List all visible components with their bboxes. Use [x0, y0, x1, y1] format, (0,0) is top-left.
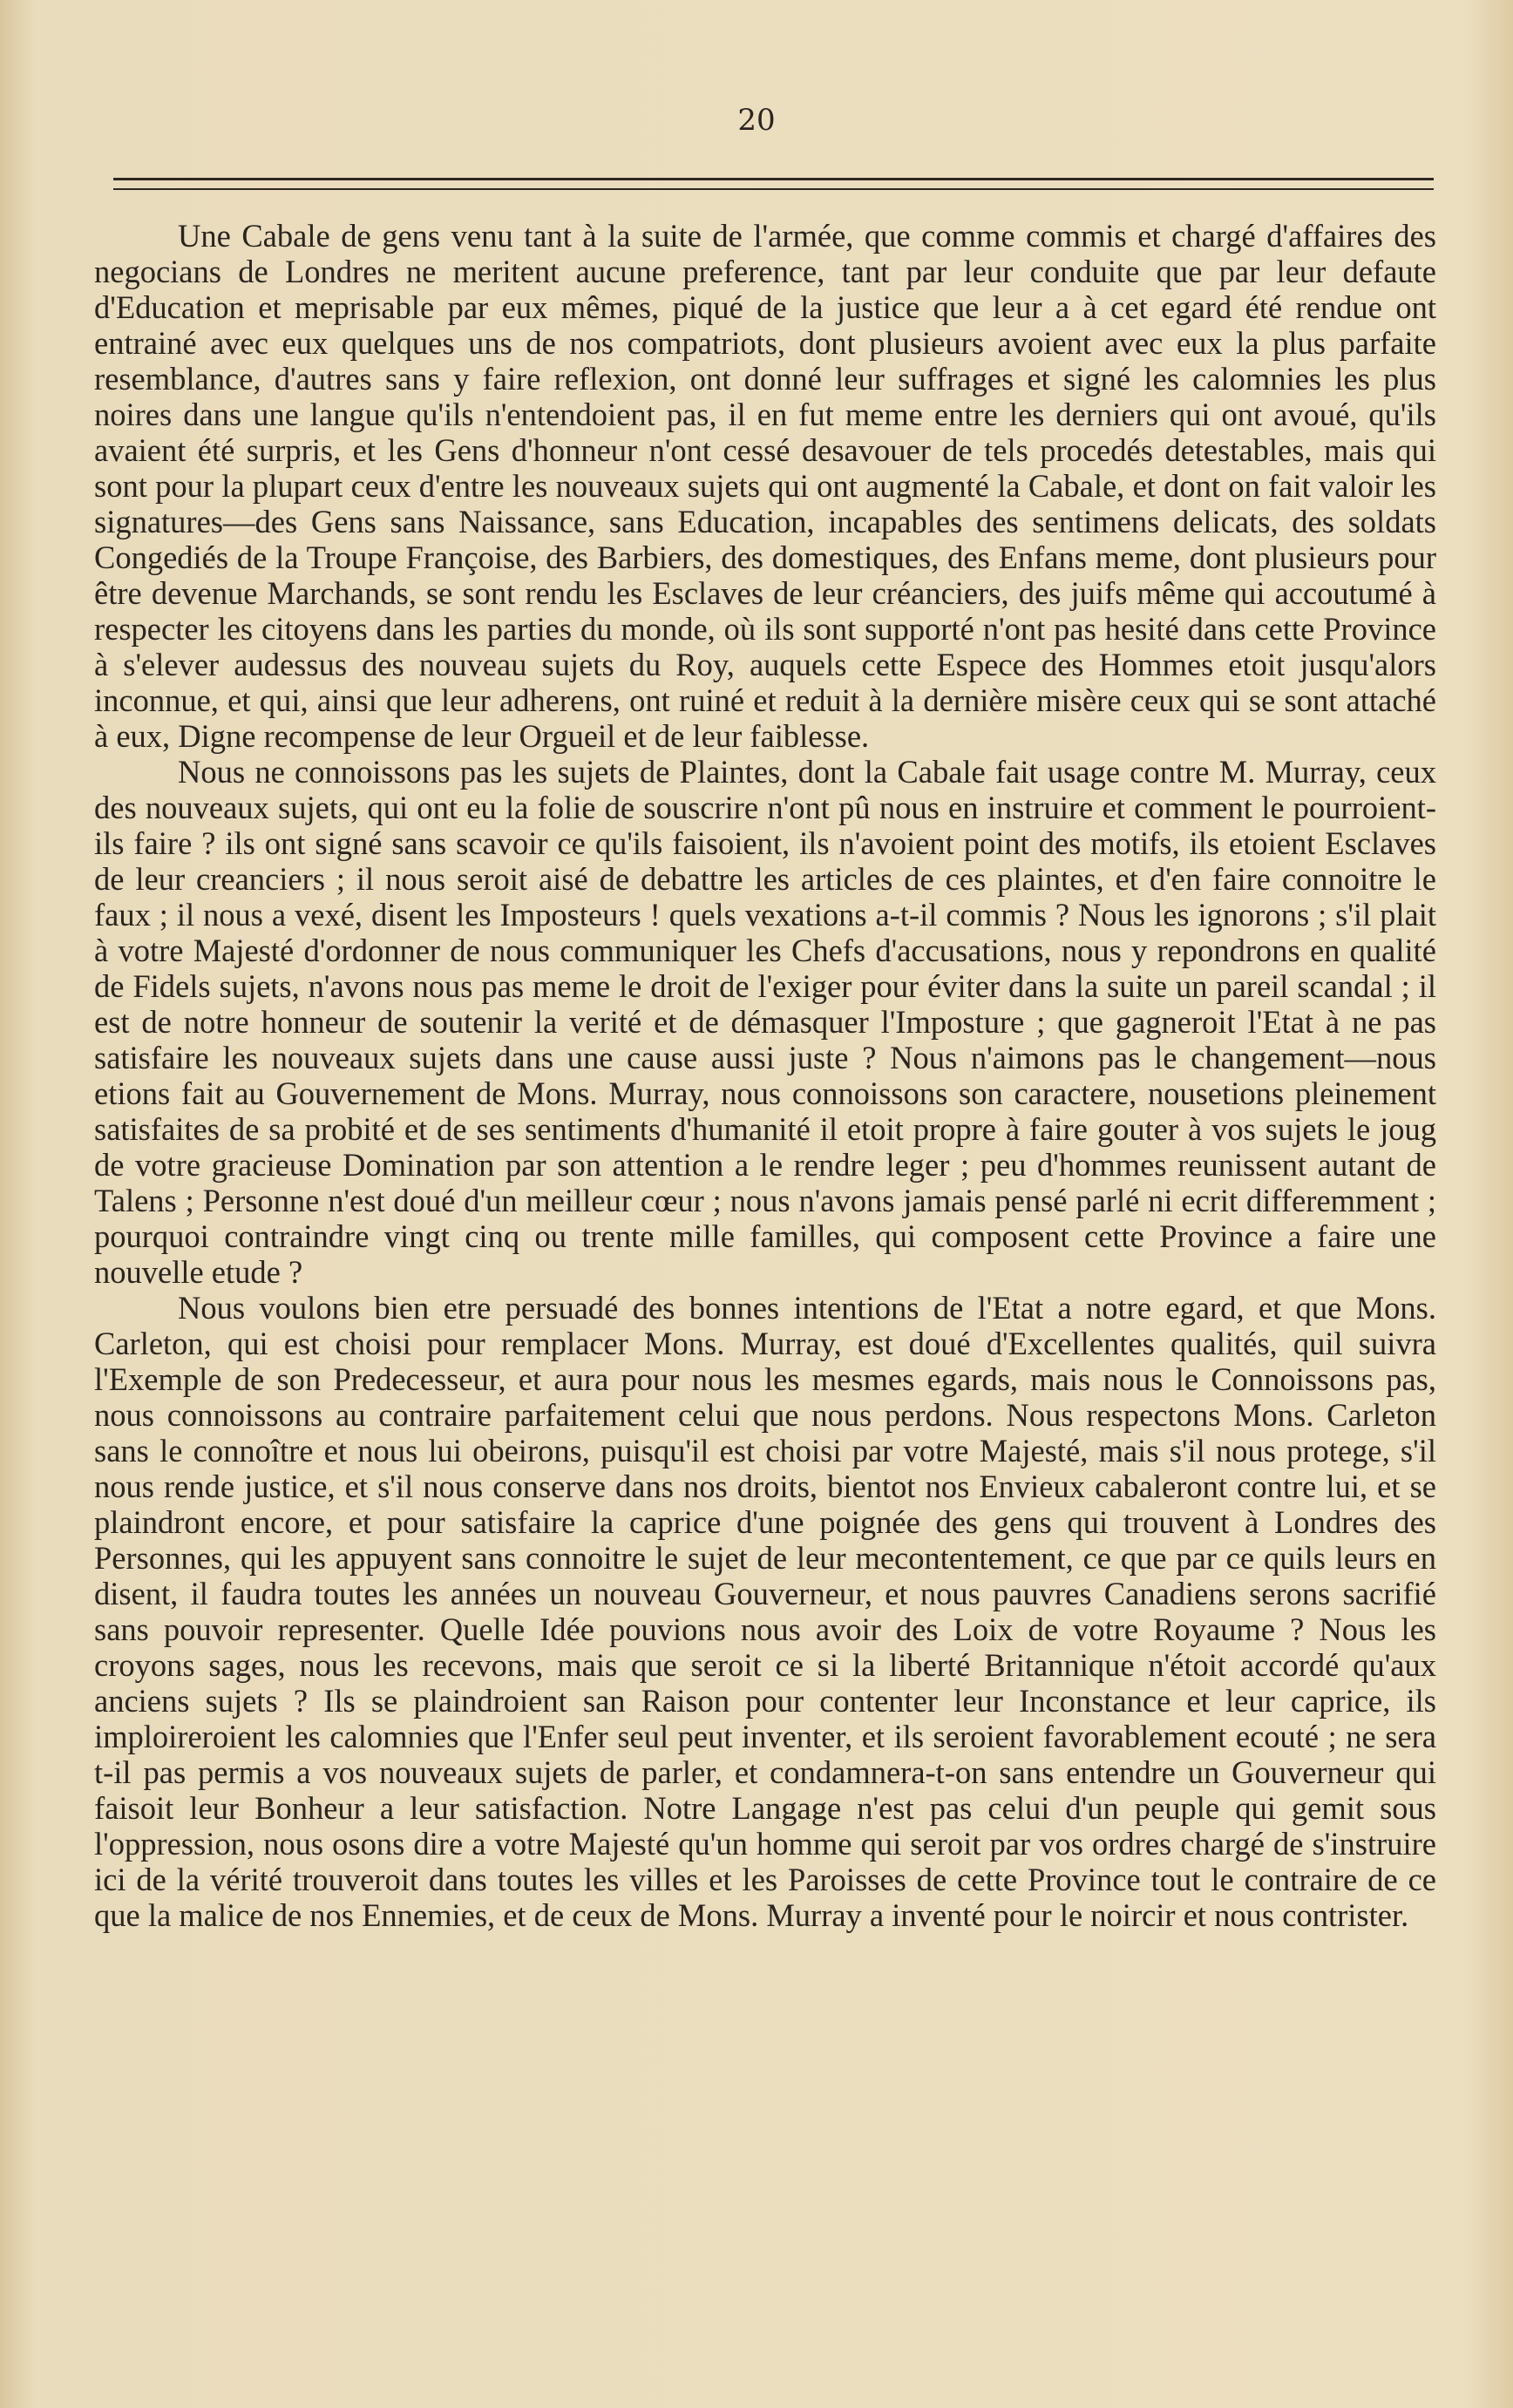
header-rule-thick [113, 178, 1434, 180]
paragraph: Une Cabale de gens venu tant à la suite de l'armée, que comme commis et chargé d'affaires des negocians de Londres ne meritent aucune preference, tant par leur conduite que par leur defaute d'Education et meprisable par eux mêmes, piqué de la justice que leur a à cet egard été rendue ont entrainé avec eux quelques uns de nos compatriots, dont plusieurs avoient avec eux la plus parfaite resemblance, d'autres sans y faire reflexion, ont donné leur suffrages et signé les calomnies les plus noires dans une langue qu'ils n'entendoient pas, il en fut meme entre les derniers qui ont avoué, qu'ils avaient été surpris, et les Gens d'honneur n'ont cessé desavouer de tels procedés detestables, mais qui sont pour la plupart ceux d'entre les nouveaux sujets qui ont augmenté la Cabale, et dont on fait valoir les signatures—des Gens sans Naissance, sans Education, incapables des sentimens delicats, des soldats Congediés de la Troupe Françoise, des Barbiers, des domestiques, des Enfans meme, dont plusieurs pour être devenue Marchands, se sont rendu les Esclaves de leur créanciers, des juifs même qui accoutumé à respecter les citoyens dans les parties du monde, où ils sont supporté n'ont pas hesité dans cette Province à s'elever audessus des nouveau sujets du Roy, auquels cette Espece des Hommes etoit jusqu'alors inconnue, et qui, ainsi que leur adherens, ont ruiné et reduit à la dernière misère ceux qui se sont attaché à eux, Digne recompense de leur Orgueil et de leur faiblesse. [94, 218, 1436, 754]
body-text [94, 218, 1436, 1933]
paragraph: Nous voulons bien etre persuadé des bonnes intentions de l'Etat a notre egard, et que Mons. Carleton, qui est choisi pour remplacer Mons. Murray, est doué d'Excellentes qualités, quil suivra l'Exemple de son Predecesseur, et aura pour nous les mesmes egards, mais nous le Connoissons pas, nous connoissons au contraire parfaitement celui que nous perdons. Nous respectons Mons. Carleton sans le connoître et nous lui obeirons, puisqu'il est choisi par votre Majesté, mais s'il nous protege, s'il nous rende justice, et s'il nous conserve dans nos droits, bientot nos Envieux cabaleront contre lui, et se plaindront encore, et pour satisfaire la caprice d'une poignée des gens qui trouvent à Londres des Personnes, qui les appuyent sans connoitre le sujet de leur mecontentement, ce que par ce quils leurs en disent, il faudra toutes les années un nouveau Gouverneur, et nous pauvres Canadiens serons sacrifié sans pouvoir representer. Quelle Idée pouvions nous avoir des Loix de votre Royaume ? Nous les croyons sages, nous les recevons, mais que seroit ce si la liberté Britannique n'étoit accordé qu'aux anciens sujets ? Ils se plaindroient san Raison pour contenter leur Inconstance et leur caprice, ils imploireroient les calomnies que l'Enfer seul peut inventer, et ils seroient favorablement ecouté ; ne sera t-il pas permis a vos nouveaux sujets de parler, et condamnera-t-on sans entendre un Gouverneur qui faisoit leur Bonheur a leur satisfaction. Notre Langage n'est pas celui d'un peuple qui gemit sous l'oppression, nous osons dire a votre Majesté qu'un homme qui seroit par vos ordres chargé de s'instruire ici de la vérité trouveroit dans toutes les villes et les Paroisses de cette Province tout le contraire de ce que la malice de nos Ennemies, et de ceux de Mons. Murray a inventé pour le noircir et nous contrister. [94, 1290, 1436, 1933]
page-number: 20 [737, 103, 776, 138]
paragraph: Nous ne connoissons pas les sujets de Plaintes, dont la Cabale fait usage contre M. Murray, ceux des nouveaux sujets, qui ont eu la folie de souscrire n'ont pû nous en instruire et comment le pourroient-ils faire ? ils ont signé sans scavoir ce qu'ils faisoient, ils n'avoient point des motifs, ils etoient Esclaves de leur creanciers ; il nous seroit aisé de debattre les articles de ces plaintes, et d'en faire connoitre le faux ; il nous a vexé, disent les Imposteurs ! quels vexations a-t-il commis ? Nous les ignorons ; s'il plait à votre Majesté d'ordonner de nous communiquer les Chefs d'accusations, nous y repondrons en qualité de Fidels sujets, n'avons nous pas meme le droit de l'exiger pour éviter dans la suite un pareil scandal ; il est de notre honneur de soutenir la verité et de démasquer l'Imposture ; que gagneroit l'Etat à ne pas satisfaire les nouveaux sujets dans une cause aussi juste ? Nous n'aimons pas le changement—nous etions fait au Gouvernement de Mons. Murray, nous connoissons son caractere, nousetions pleinement satisfaites de sa probité et de ses sentiments d'humanité il etoit propre à faire gouter à vos sujets le joug de votre gracieuse Domination par son attention a le rendre leger ; peu d'hommes reunissent autant de Talens ; Personne n'est doué d'un meilleur cœur ; nous n'avons jamais pensé parlé ni ecrit differemment ; pourquoi contraindre vingt cinq ou trente mille familles, qui composent cette Province a faire une nouvelle etude ? [94, 754, 1436, 1290]
header-rule-thin [113, 188, 1434, 190]
